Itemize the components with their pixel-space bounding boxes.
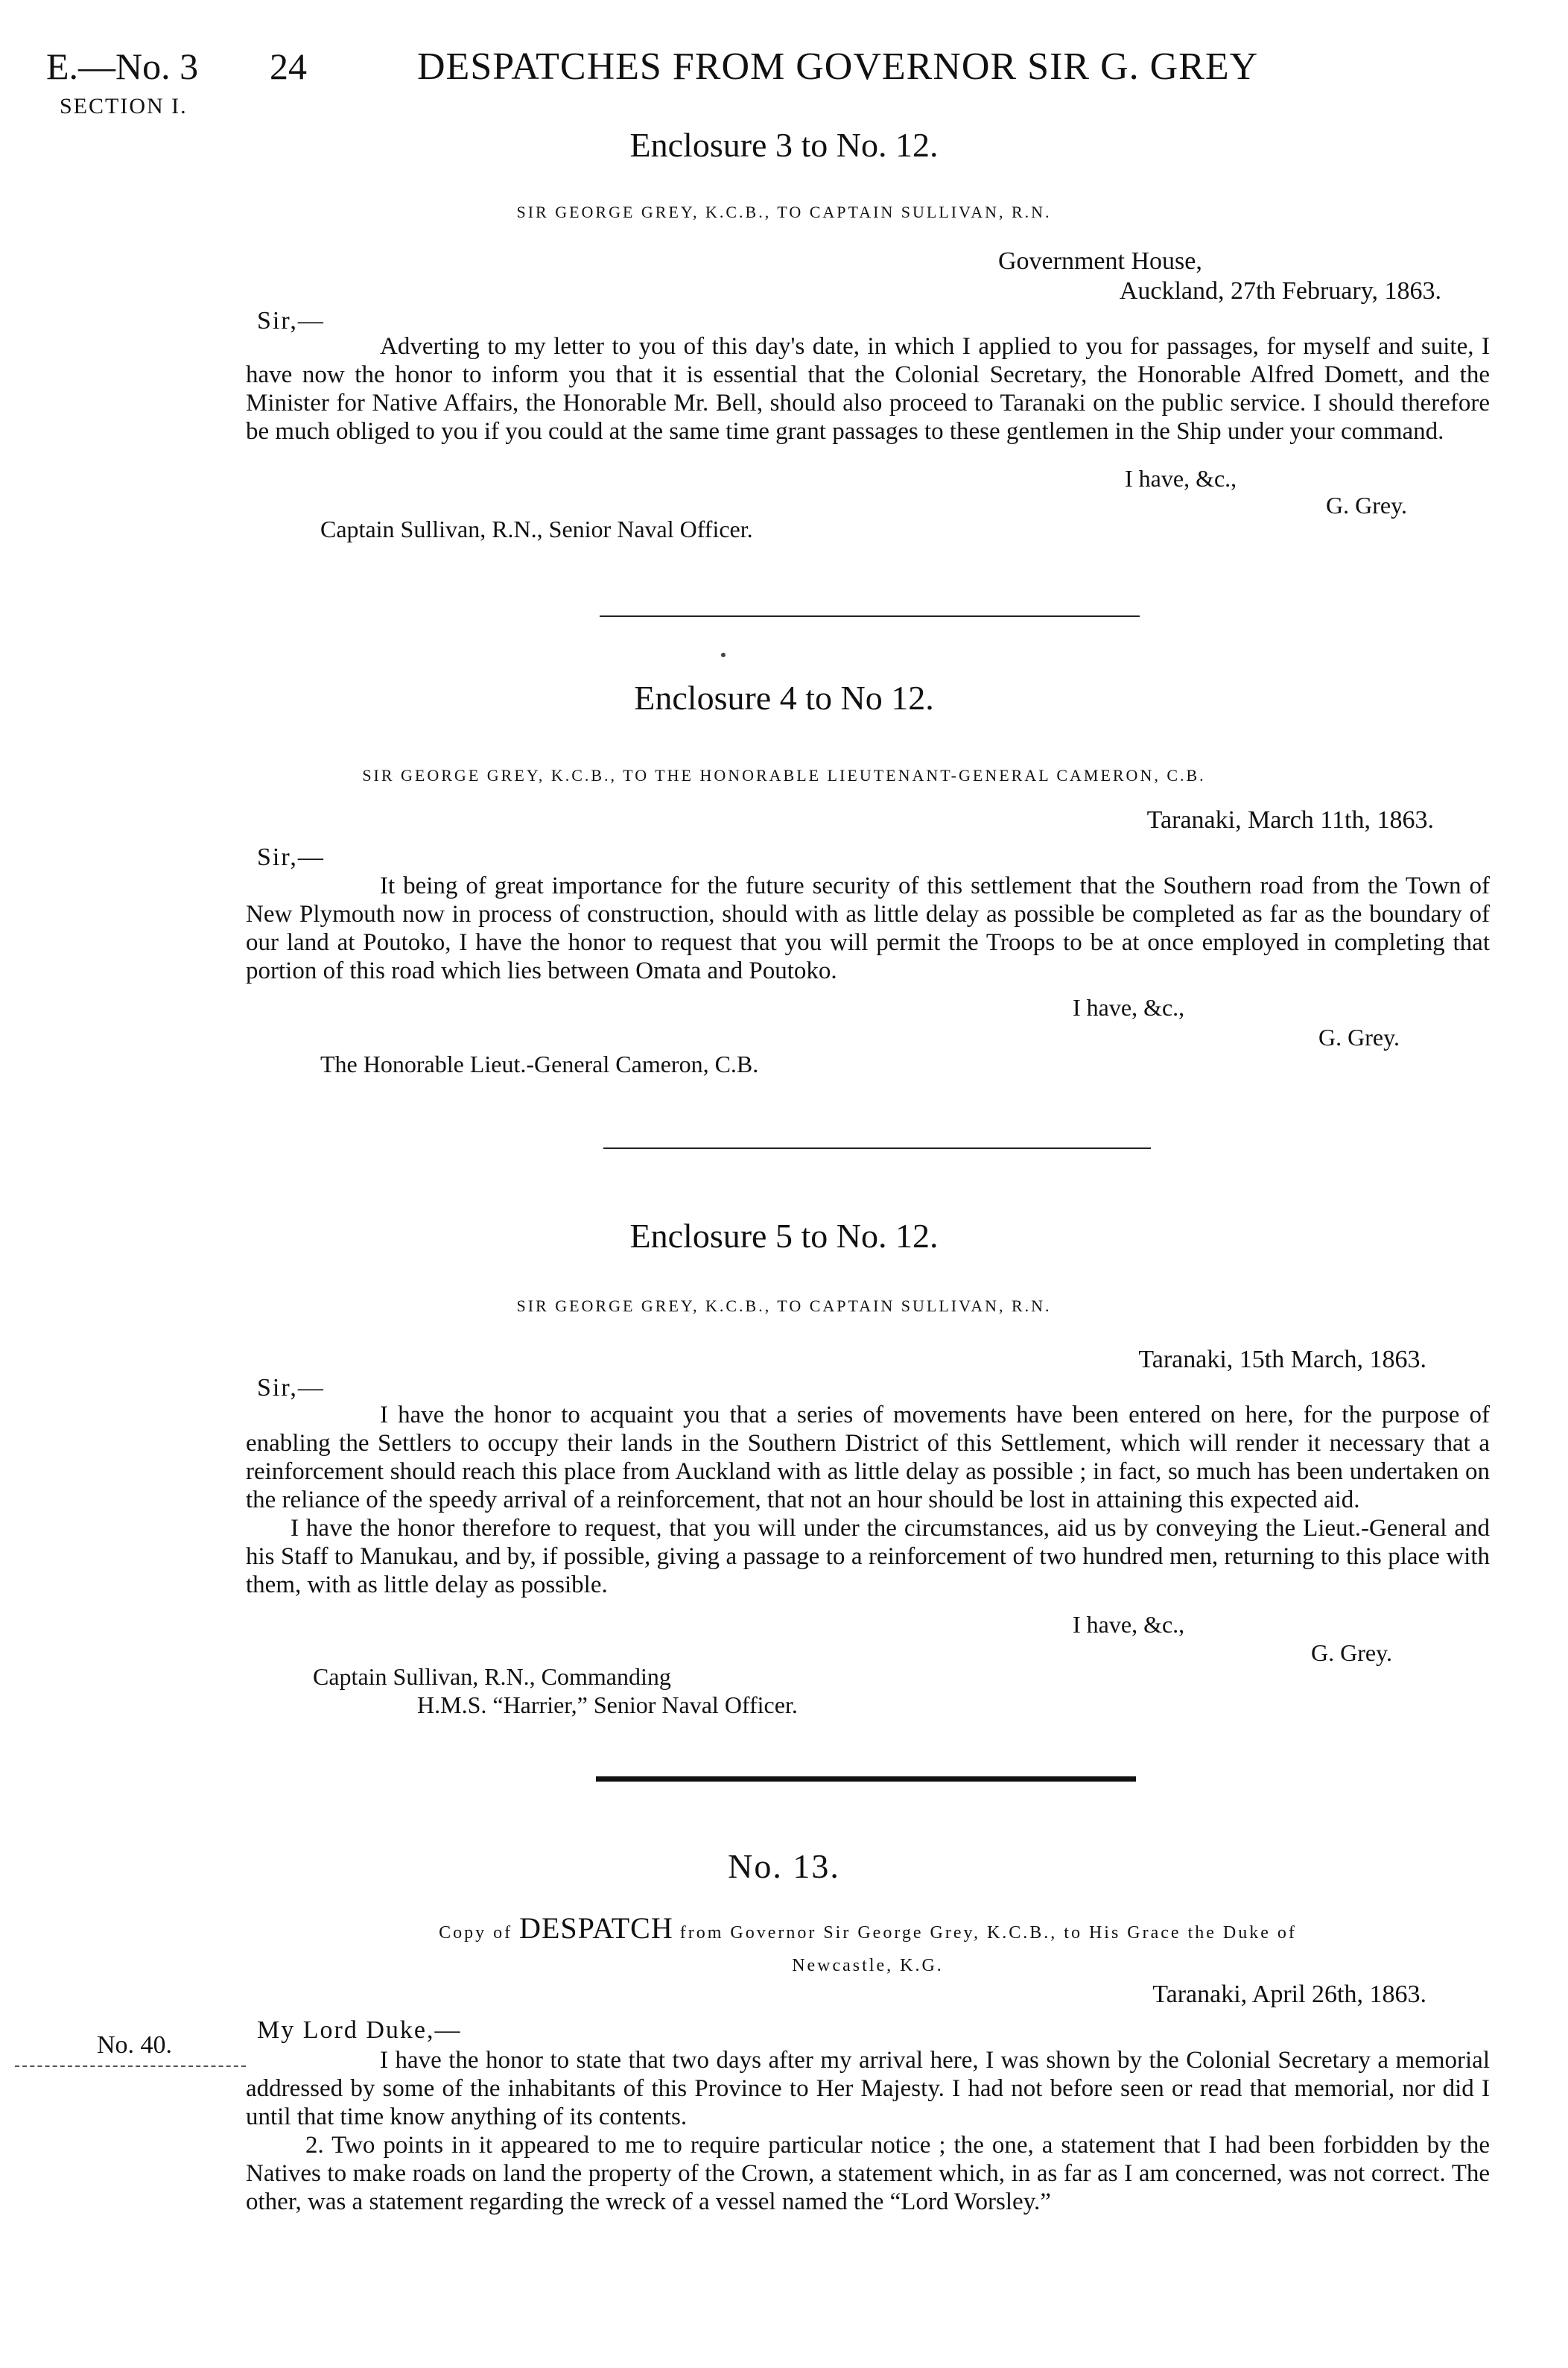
no13-heading-line2: Newcastle, K.G. [792, 1956, 944, 1975]
enclosure5-date: Taranaki, 15th March, 1863. [1138, 1346, 1426, 1373]
enclosure4-signature: G. Grey. [1318, 1024, 1400, 1051]
enclosure5-salutation: Sir,— [257, 1374, 325, 1402]
no13-paragraph-1: I have the honor to state that two days after my arrival here, I was shown by the Colonial Secretary a memorial addressed by some of the inhabitants of this Province to Her Majesty. I had not before seen or read that memorial, nor did I until that time know anything of its contents. [246, 2047, 1490, 2130]
enclosure5-addressee-line2: H.M.S. “Harrier,” Senior Naval Officer. [417, 1691, 798, 1718]
enclosure5-body [246, 1401, 1490, 1599]
enclosure5-body-text-1: I have the honor to acquaint you that a series of movements have been entered on here, for the purpose of enabling the Settlers to occupy their lands in the Southern District of this Settlement, which will render it necessary that a reinforcement should reach this place from Auckland with as little delay as possible ; in fact, so much has been undertaken on the reliance of the speedy arrival of a reinforcement, that not an hour should be lost in attaining this expected aid. [246, 1402, 1490, 1513]
margin-rule [15, 2065, 246, 2067]
enclosure3-salutation: Sir,— [257, 307, 325, 335]
no13-salutation: My Lord Duke,— [257, 2016, 462, 2044]
enclosure3-subtitle: SIR GEORGE GREY, K.C.B., TO CAPTAIN SULLIVAN, R.N. [516, 203, 1052, 221]
enclosure4-body-text: It being of great importance for the future security of this settlement that the Southern road from the Town of New Plymouth now in process of construction, should with as little delay as possible be completed as far as the boundary of our land at Poutoko, I have the honor to request that you will permit the Troops to be at once employed in completing that portion of this road which lies between Omata and Poutoko. [246, 873, 1490, 984]
enclosure4-subtitle: SIR GEORGE GREY, K.C.B., TO THE HONORABLE LIEUTENANT-GENERAL CAMERON, C.B. [362, 766, 1206, 785]
document-reference: E.—No. 3 [46, 45, 199, 87]
page-number: 24 [270, 45, 307, 87]
enclosure3-address-line1: Government House, [998, 247, 1202, 275]
enclosure3-body-text: Adverting to my letter to you of this day's date, in which I applied to you for passages, for myself and suite, I have now the honor to inform you that it is essential that the Colonial Secretary, the Honorable Alfred Domett, and the Minister for Native Affairs, the Honorable Mr. Bell, should also proceed to Taranaki on the public service. I should therefore be much obliged to you if you could at the same time grant passages to these gentlemen in the Ship under your command. [246, 333, 1490, 445]
enclosure5-body-text-2: I have the honor therefore to request, that you will under the circumstances, aid us by conveying the Lieut.-General and his Staff to Manukau, and by, if possible, giving a passage to a reinforcement of two hundred men, returning to this place with them, with as little delay as possible. [246, 1515, 1490, 1598]
no13-heading [246, 1912, 1490, 1982]
enclosure4-addressee: The Honorable Lieut.-General Cameron, C.B. [320, 1051, 759, 1077]
enclosure5-title: Enclosure 5 to No. 12. [629, 1217, 939, 1255]
enclosure3-body [246, 332, 1490, 446]
enclosure5-addressee-line1: Captain Sullivan, R.N., Commanding [313, 1663, 671, 1690]
ink-speck [721, 653, 726, 657]
no13-date: Taranaki, April 26th, 1863. [1152, 1981, 1426, 2008]
no13-body [246, 2046, 1490, 2216]
enclosure3-title: Enclosure 3 to No. 12. [629, 126, 939, 164]
margin-note: No. 40. [97, 2031, 173, 2059]
enclosure5-signature: G. Grey. [1311, 1639, 1392, 1666]
enclosure3-signature: G. Grey. [1326, 492, 1407, 519]
no13-paragraph-2: 2. Two points in it appeared to me to require particular notice ; the one, a statement that I had been forbidden by the Natives to make roads on land the property of the Crown, a statement which, in as far as I am concerned, was not correct. The other, was a statement regarding the wreck of a vessel named the “Lord Worsley.” [246, 2132, 1490, 2215]
enclosure5-closing: I have, &c., [1073, 1611, 1185, 1638]
section-divider [603, 1147, 1151, 1149]
running-title: DESPATCHES FROM GOVERNOR SIR G. GREY [417, 45, 1259, 88]
enclosure4-body [246, 872, 1490, 985]
enclosure3-closing: I have, &c., [1125, 465, 1237, 492]
section-label: SECTION I. [60, 94, 188, 118]
no13-title: No. 13. [728, 1847, 840, 1885]
enclosure4-title: Enclosure 4 to No 12. [634, 679, 934, 717]
enclosure4-closing: I have, &c., [1073, 994, 1185, 1021]
enclosure4-date: Taranaki, March 11th, 1863. [1146, 806, 1434, 834]
no13-heading-rest: from Governor Sir George Grey, K.C.B., to His Grace the Duke of [679, 1923, 1297, 1943]
enclosure3-addressee: Captain Sullivan, R.N., Senior Naval Officer. [320, 516, 753, 542]
enclosure4-salutation: Sir,— [257, 843, 325, 871]
section-divider [600, 615, 1140, 617]
no13-despatch: DESPATCH [519, 1911, 673, 1945]
enclosure3-address-line2: Auckland, 27th February, 1863. [1119, 277, 1441, 305]
no13-copy-of: Copy of [439, 1923, 513, 1943]
heavy-divider [596, 1776, 1136, 1782]
enclosure5-subtitle: SIR GEORGE GREY, K.C.B., TO CAPTAIN SULLIVAN, R.N. [516, 1297, 1052, 1315]
